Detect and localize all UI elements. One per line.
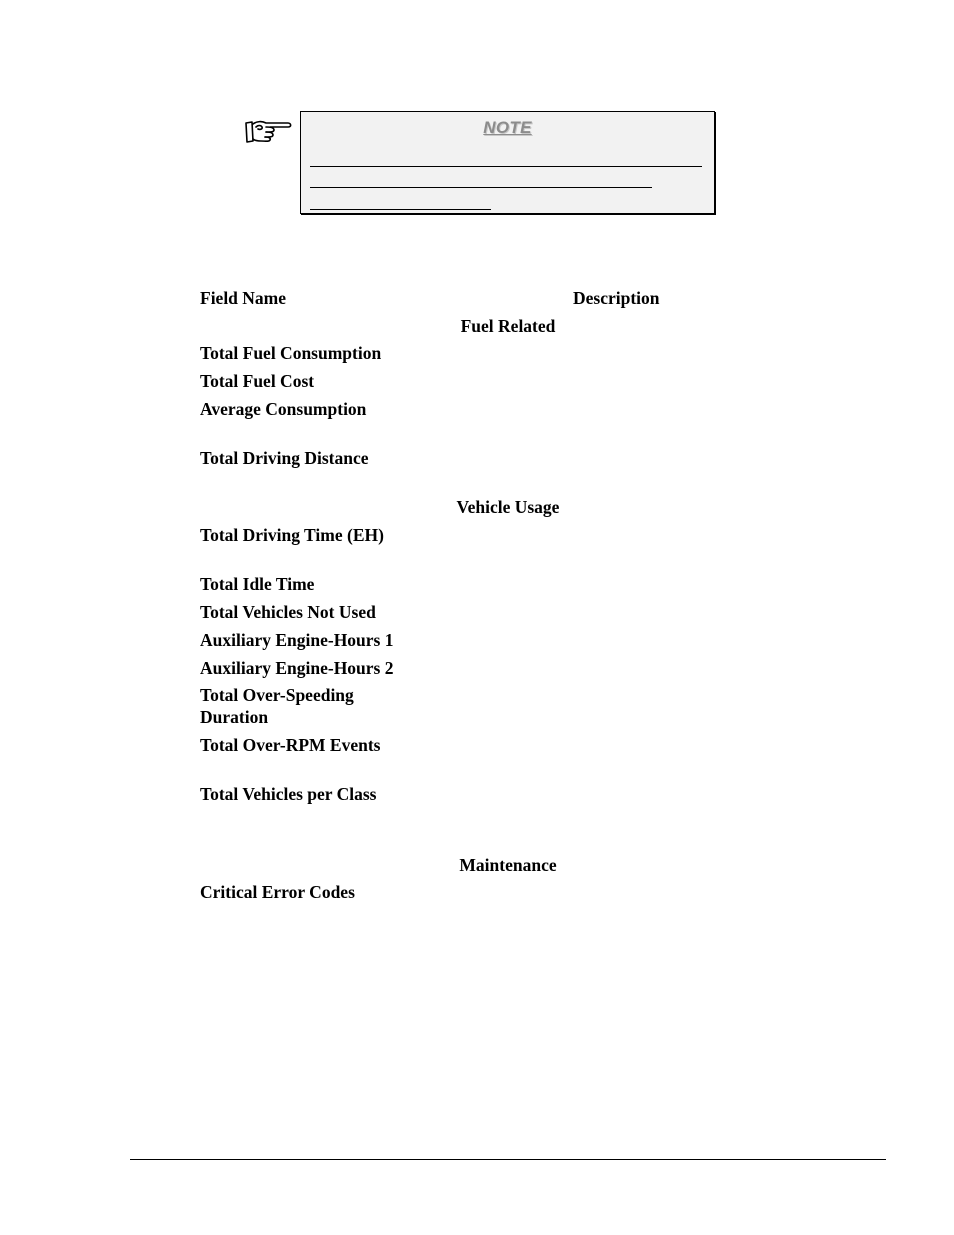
field-name: Average Consumption [200, 399, 367, 419]
field-name: Total Driving Distance [200, 448, 369, 468]
field-name: Total Driving Time (EH) [200, 525, 384, 545]
note-blank-line [310, 166, 702, 167]
pointing-hand-icon [244, 117, 294, 147]
field-name: Total Vehicles per Class [200, 784, 377, 804]
note-blank-line [310, 209, 491, 210]
footer-divider [130, 1159, 886, 1160]
field-name: Auxiliary Engine-Hours 1 [200, 630, 394, 650]
header-description: Description [573, 288, 660, 308]
note-title: NOTE [483, 118, 532, 137]
field-name: Total Vehicles Not Used [200, 602, 376, 622]
field-name: Critical Error Codes [200, 882, 355, 902]
note-box [300, 111, 715, 214]
field-name: Total Fuel Consumption [200, 343, 382, 363]
field-name: Auxiliary Engine-Hours 2 [200, 658, 394, 678]
header-field-name: Field Name [200, 288, 287, 308]
field-name: Total Idle Time [200, 574, 315, 594]
field-name: Total Fuel Cost [200, 371, 315, 391]
section-title-fuel-related: Fuel Related [460, 316, 556, 336]
note-blank-line [310, 187, 652, 188]
field-name: Total Over-RPM Events [200, 735, 381, 755]
section-title-vehicle-usage: Vehicle Usage [456, 497, 560, 517]
section-title-maintenance: Maintenance [459, 855, 557, 875]
field-name: Total Over-Speeding Duration [200, 685, 354, 727]
